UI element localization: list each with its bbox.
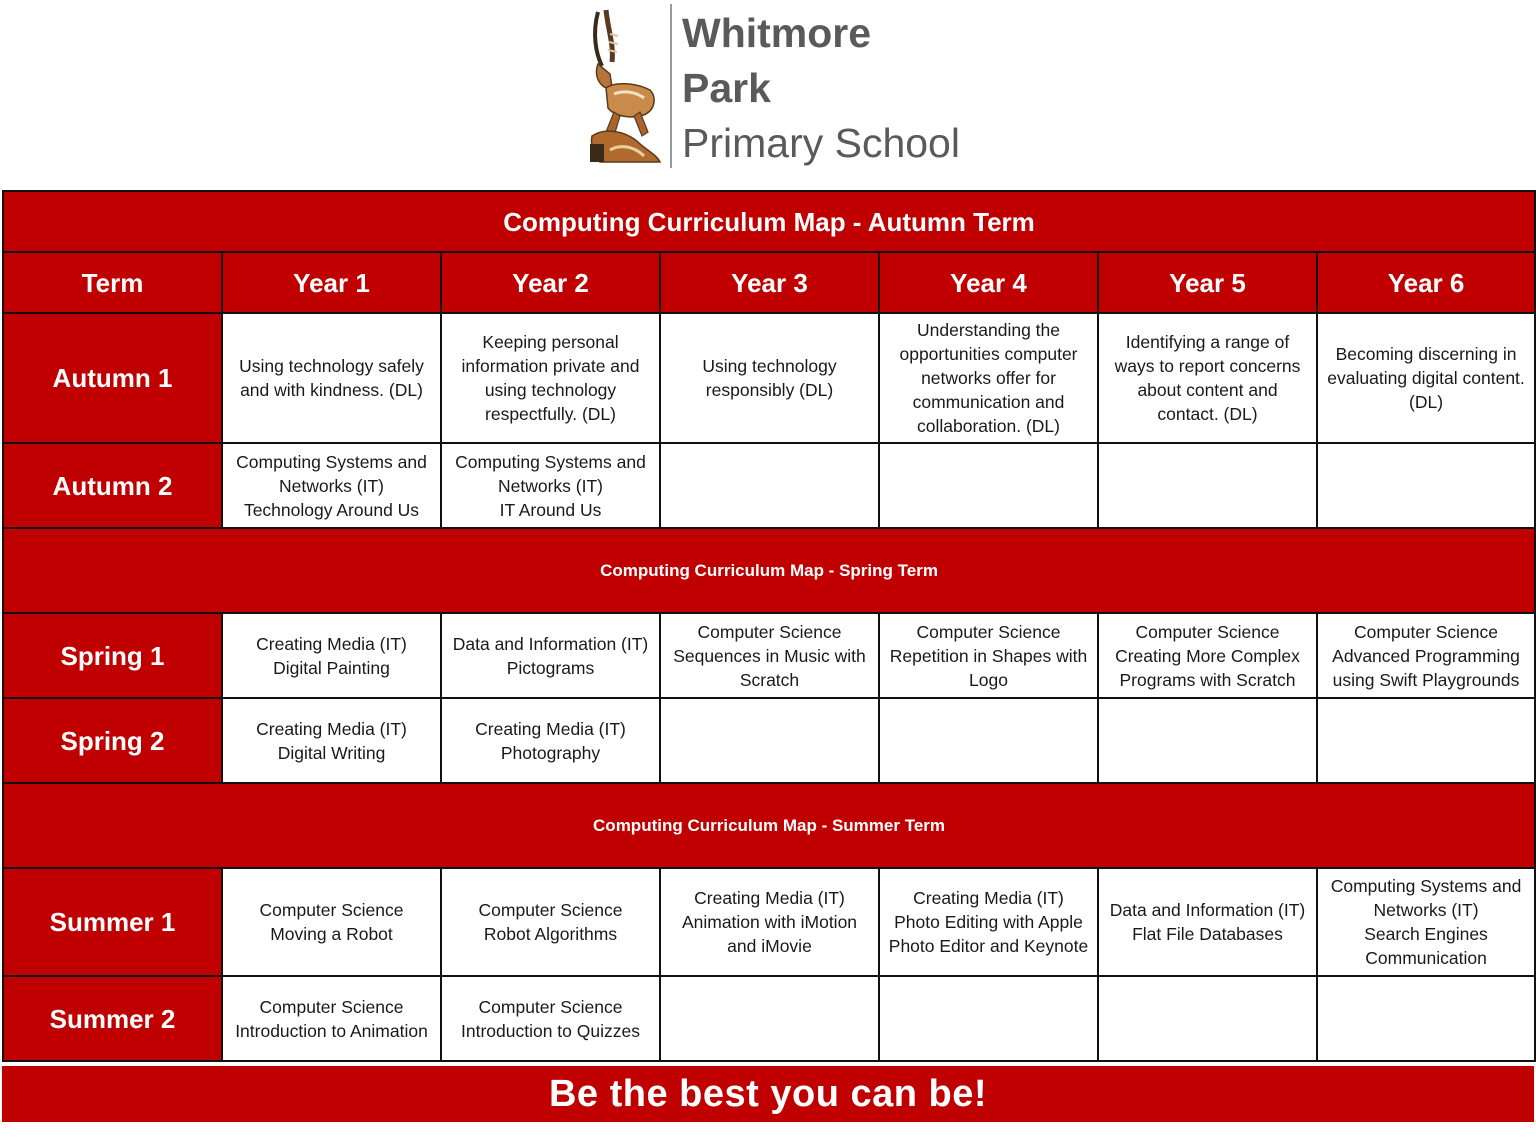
table-cell: Creating Media (IT) Digital Painting <box>222 613 441 698</box>
table-cell: Computing Systems and Networks (IT) IT Around Us <box>441 443 660 528</box>
table-row-summer-1 <box>3 868 1535 976</box>
school-name <box>682 6 960 171</box>
table-cell: Understanding the opportunities computer networks offer for communication and collaboration. (DL) <box>879 313 1098 443</box>
table-cell: Computer Science Introduction to Quizzes <box>441 976 660 1061</box>
table-cell: Computer Science Advanced Programming using Swift Playgrounds <box>1317 613 1535 698</box>
section-title-row <box>3 191 1535 252</box>
table-row-autumn-1 <box>3 313 1535 443</box>
table-row-summer-2 <box>3 976 1535 1061</box>
motto-banner: Be the best you can be! <box>2 1066 1534 1122</box>
table-cell <box>879 976 1098 1061</box>
table-row-autumn-2 <box>3 443 1535 528</box>
table-cell: Computer Science Robot Algorithms <box>441 868 660 976</box>
table-cell: Computer Science Moving a Robot <box>222 868 441 976</box>
table-cell: Using technology safely and with kindness. (DL) <box>222 313 441 443</box>
table-cell <box>1098 698 1317 783</box>
table-cell: Computing Systems and Networks (IT) Search Engines Communication <box>1317 868 1535 976</box>
table-cell <box>660 698 879 783</box>
table-cell: Keeping personal information private and using technology respectfully. (DL) <box>441 313 660 443</box>
curriculum-map-table <box>2 190 1536 1062</box>
school-name-line-2: Park <box>682 65 771 111</box>
row-label-autumn-1: Autumn 1 <box>3 313 222 443</box>
table-cell <box>660 976 879 1061</box>
section-title-autumn: Computing Curriculum Map - Autumn Term <box>3 191 1535 252</box>
table-cell <box>1098 443 1317 528</box>
column-header-year-1: Year 1 <box>222 252 441 313</box>
section-title-spring: Computing Curriculum Map - Spring Term <box>3 528 1535 613</box>
row-label-spring-2: Spring 2 <box>3 698 222 783</box>
table-cell: Computer Science Creating More Complex Programs with Scratch <box>1098 613 1317 698</box>
row-label-summer-2: Summer 2 <box>3 976 222 1061</box>
table-cell: Creating Media (IT) Photo Editing with Apple Photo Editor and Keynote <box>879 868 1098 976</box>
column-header-year-6: Year 6 <box>1317 252 1535 313</box>
table-cell: Becoming discerning in evaluating digital content. (DL) <box>1317 313 1535 443</box>
table-row-spring-1 <box>3 613 1535 698</box>
table-cell <box>879 443 1098 528</box>
section-title-row <box>3 783 1535 868</box>
school-name-line-1: Whitmore <box>682 10 872 56</box>
antelope-crest-icon <box>584 4 664 168</box>
column-header-year-5: Year 5 <box>1098 252 1317 313</box>
table-cell: Data and Information (IT) Flat File Databases <box>1098 868 1317 976</box>
table-cell <box>660 443 879 528</box>
section-title-row <box>3 528 1535 613</box>
table-cell: Computing Systems and Networks (IT) Technology Around Us <box>222 443 441 528</box>
column-header-row <box>3 252 1535 313</box>
row-label-autumn-2: Autumn 2 <box>3 443 222 528</box>
table-cell <box>1317 443 1535 528</box>
table-cell: Computer Science Repetition in Shapes with Logo <box>879 613 1098 698</box>
table-cell: Identifying a range of ways to report concerns about content and contact. (DL) <box>1098 313 1317 443</box>
table-cell: Computer Science Sequences in Music with Scratch <box>660 613 879 698</box>
table-cell: Creating Media (IT) Digital Writing <box>222 698 441 783</box>
column-header-term: Term <box>3 252 222 313</box>
table-cell: Using technology responsibly (DL) <box>660 313 879 443</box>
table-cell: Creating Media (IT) Photography <box>441 698 660 783</box>
table-cell: Creating Media (IT) Animation with iMotion and iMovie <box>660 868 879 976</box>
section-title-summer: Computing Curriculum Map - Summer Term <box>3 783 1535 868</box>
column-header-year-4: Year 4 <box>879 252 1098 313</box>
logo-divider <box>670 4 672 168</box>
row-label-summer-1: Summer 1 <box>3 868 222 976</box>
school-name-line-3: Primary School <box>682 120 960 166</box>
table-cell <box>1317 698 1535 783</box>
table-cell <box>1098 976 1317 1061</box>
column-header-year-3: Year 3 <box>660 252 879 313</box>
table-cell: Data and Information (IT) Pictograms <box>441 613 660 698</box>
column-header-year-2: Year 2 <box>441 252 660 313</box>
table-cell <box>879 698 1098 783</box>
table-cell <box>1317 976 1535 1061</box>
table-cell: Computer Science Introduction to Animation <box>222 976 441 1061</box>
school-header <box>0 0 1536 188</box>
row-label-spring-1: Spring 1 <box>3 613 222 698</box>
table-row-spring-2 <box>3 698 1535 783</box>
